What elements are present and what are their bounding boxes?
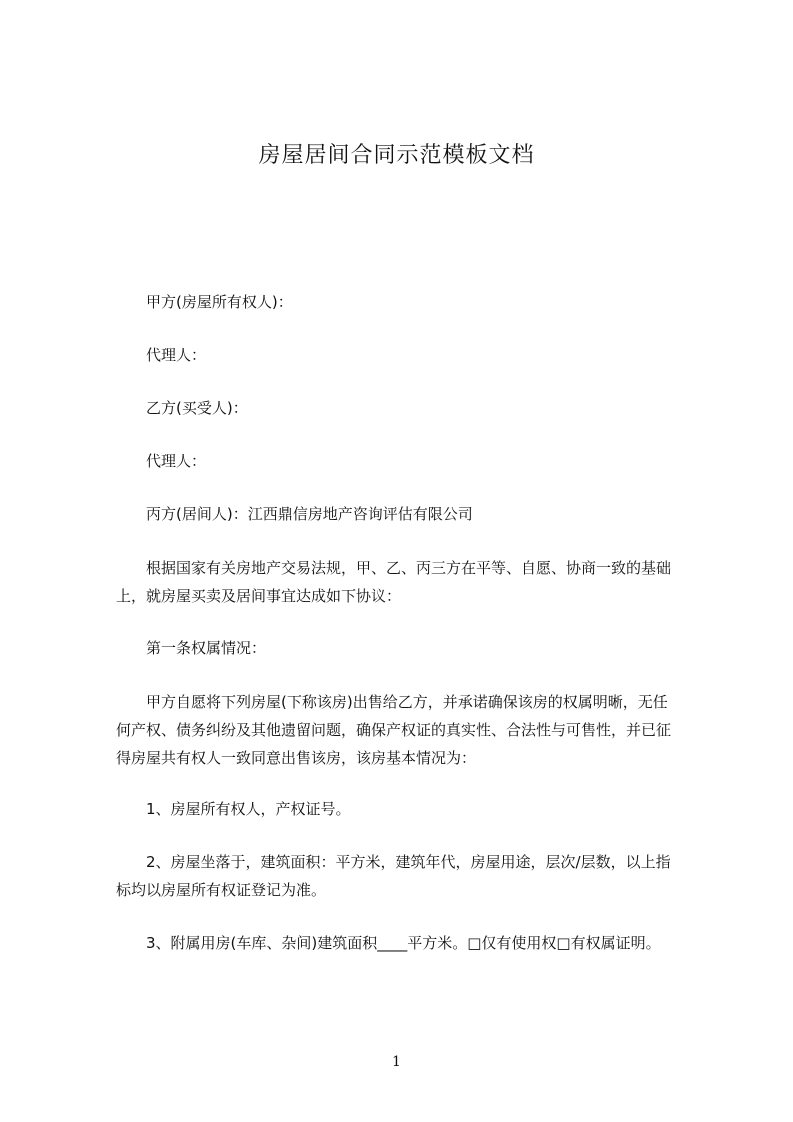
paragraph-line: 2、房屋坐落于，建筑面积：平方米，建筑年代，房屋用途，层次/层数，以上指 [116,853,671,871]
paragraph-party-c [116,500,706,528]
paragraph-line: 代理人： [116,452,207,470]
paragraph-line: 根据国家有关房地产交易法规，甲、乙、丙三方在平等、自愿、协商一致的基础 [116,559,672,577]
paragraph-line: 3、附属用房(车库、杂间)建筑面积____平方米。□仅有使用权□有权属证明。 [116,934,661,952]
paragraph-line: 代理人： [116,346,207,364]
paragraph-line: 甲方(房屋所有权人)： [116,293,293,311]
paragraph-line: 丙方(居间人)：江西鼎信房地产咨询评估有限公司 [116,505,473,523]
paragraph-party-a [116,288,706,316]
paragraph-article-1-heading [116,634,706,662]
paragraph-item-1 [116,795,706,823]
paragraph-line: 上，就房屋买卖及居间事宜达成如下协议： [116,587,402,605]
paragraph-line: 第一条权属情况： [116,639,267,657]
paragraph-item-3 [116,929,706,957]
paragraph-agent-a [116,341,706,369]
paragraph-agent-b [116,447,706,475]
paragraph-item-2 [116,848,706,904]
paragraph-preamble [116,554,706,610]
paragraph-line: 何产权、债务纠纷及其他遗留问题，确保产权证的真实性、合法性与可售性，并已征 [116,721,672,739]
document-title: 房屋居间合同示范模板文档 [258,143,535,168]
paragraph-line: 乙方(买受人)： [116,399,248,417]
paragraph-line: 标均以房屋所有权证登记为准。 [116,881,327,899]
paragraph-article-1-body [116,688,706,772]
paragraph-party-b [116,394,706,422]
paragraph-line: 甲方自愿将下列房屋(下称该房)出售给乙方，并承诺确保该房的权属明晰，无任 [116,693,668,711]
paragraph-line: 1、房屋所有权人，产权证号。 [116,800,351,818]
paragraph-line: 得房屋共有权人一致同意出售该房，该房基本情况为： [116,749,477,767]
page-number: 1 [392,1054,401,1070]
